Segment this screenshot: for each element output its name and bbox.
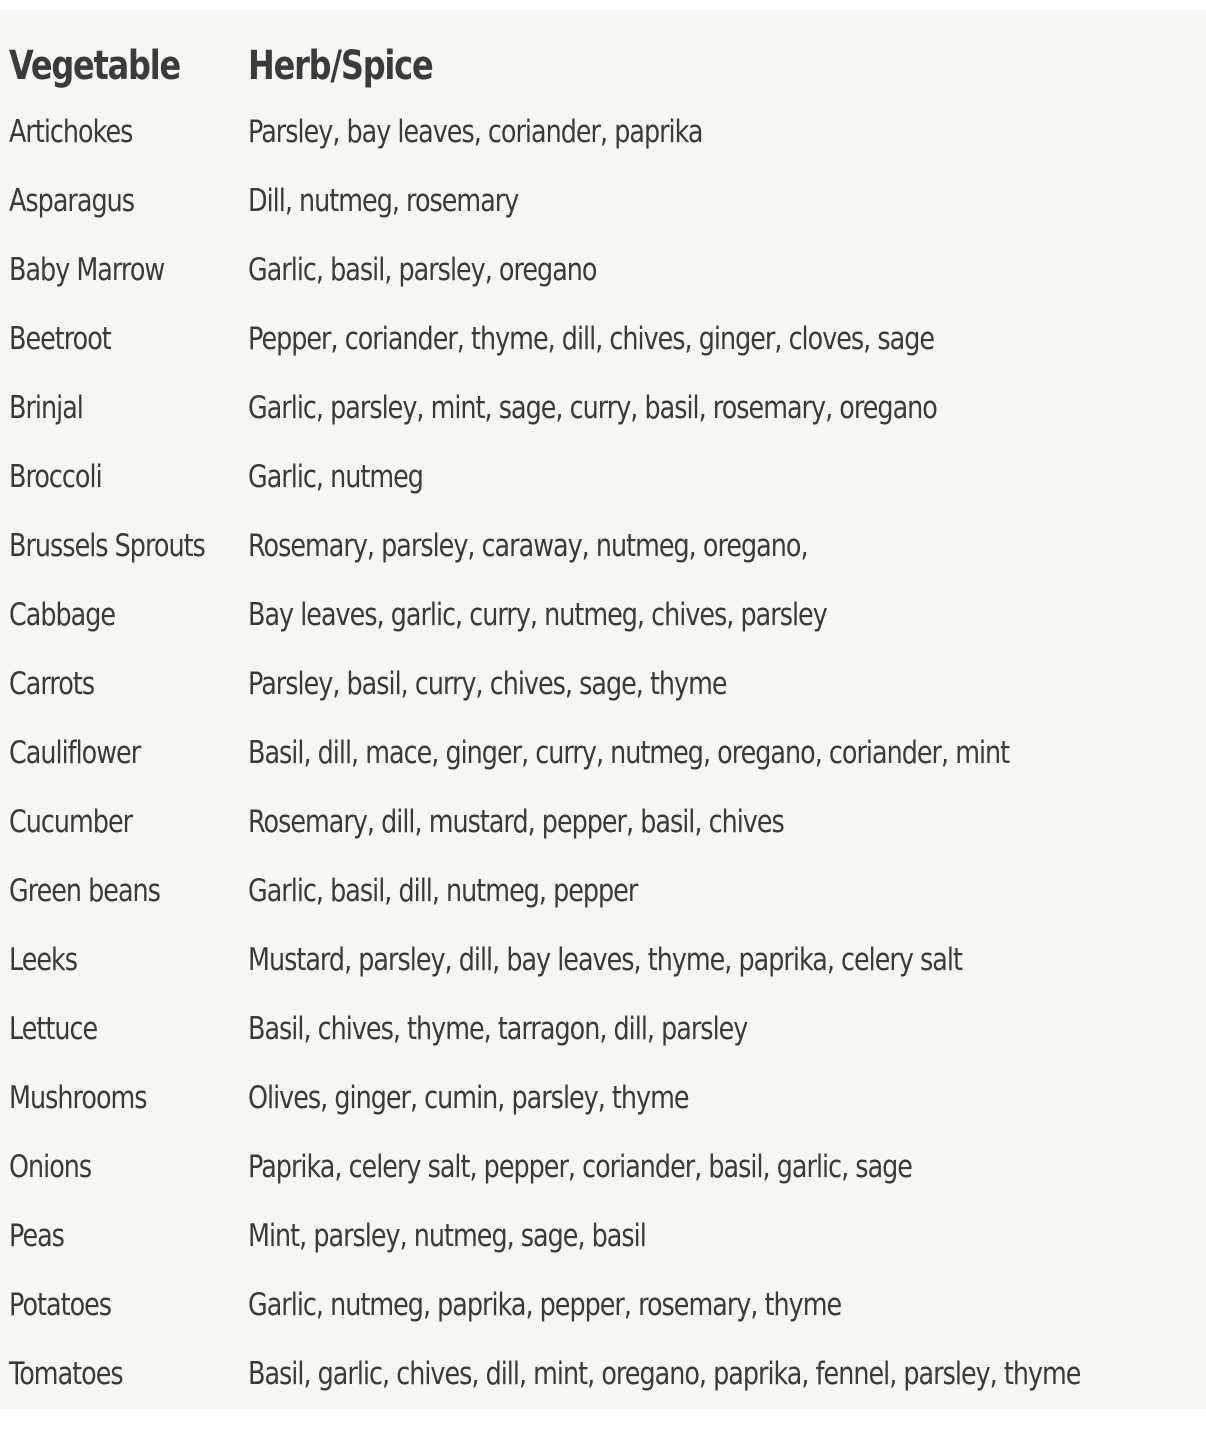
herb-list: Rosemary, parsley, caraway, nutmeg, oregano,	[247, 527, 808, 564]
herb-list: Paprika, celery salt, pepper, coriander, basil, garlic, sage	[247, 1148, 912, 1185]
herb-list: Rosemary, dill, mustard, pepper, basil, chives	[247, 803, 784, 840]
herb-cell	[248, 511, 1206, 580]
table-body	[0, 97, 1206, 1408]
table-row	[0, 994, 1206, 1063]
vegetable-name: Broccoli	[9, 458, 102, 495]
herb-list: Garlic, basil, dill, nutmeg, pepper	[247, 872, 638, 909]
table-row	[0, 511, 1206, 580]
vegetable-name: Carrots	[9, 665, 95, 702]
vegetable-name: Artichokes	[9, 113, 133, 150]
herb-cell	[248, 1201, 1206, 1270]
herb-cell	[248, 1132, 1206, 1201]
vegetable-cell	[0, 511, 248, 580]
herb-list: Garlic, nutmeg	[247, 458, 423, 495]
herb-cell	[248, 649, 1206, 718]
vegetable-name: Onions	[9, 1148, 92, 1185]
table-row	[0, 649, 1206, 718]
herb-cell	[248, 994, 1206, 1063]
herb-list: Parsley, bay leaves, coriander, paprika	[247, 113, 703, 150]
table-row	[0, 304, 1206, 373]
herb-list: Garlic, parsley, mint, sage, curry, basil, rosemary, oregano	[247, 389, 937, 426]
herb-cell	[248, 442, 1206, 511]
herb-cell	[248, 235, 1206, 304]
herb-cell	[248, 925, 1206, 994]
herb-list: Dill, nutmeg, rosemary	[247, 182, 519, 219]
vegetable-name: Leeks	[9, 941, 78, 978]
table-row	[0, 1339, 1206, 1408]
herb-cell	[248, 856, 1206, 925]
herb-list: Basil, dill, mace, ginger, curry, nutmeg, oregano, coriander, mint	[247, 734, 1009, 771]
vegetable-cell	[0, 925, 248, 994]
herb-list: Garlic, nutmeg, paprika, pepper, rosemary, thyme	[247, 1286, 841, 1323]
table-row	[0, 787, 1206, 856]
header-herb-spice: Herb/Spice	[247, 43, 433, 89]
vegetable-name: Cauliflower	[9, 734, 141, 771]
herb-list: Bay leaves, garlic, curry, nutmeg, chives, parsley	[247, 596, 827, 633]
table-row	[0, 580, 1206, 649]
herb-cell	[248, 1339, 1206, 1408]
herb-list: Olives, ginger, cumin, parsley, thyme	[247, 1079, 689, 1116]
herb-list: Basil, garlic, chives, dill, mint, oregano, paprika, fennel, parsley, thyme	[247, 1355, 1081, 1392]
table-row	[0, 442, 1206, 511]
herb-cell	[248, 304, 1206, 373]
herb-cell	[248, 373, 1206, 442]
vegetable-cell	[0, 856, 248, 925]
vegetable-name: Brinjal	[9, 389, 83, 426]
header-vegetable: Vegetable	[9, 43, 180, 89]
herb-list: Mint, parsley, nutmeg, sage, basil	[247, 1217, 646, 1254]
herb-cell	[248, 580, 1206, 649]
herb-list: Pepper, coriander, thyme, dill, chives, ginger, cloves, sage	[247, 320, 934, 357]
vegetable-name: Beetroot	[9, 320, 111, 357]
vegetable-herb-table	[0, 35, 1206, 1408]
herb-cell	[248, 97, 1206, 166]
content-panel	[0, 10, 1206, 1409]
table-row	[0, 1063, 1206, 1132]
table-row	[0, 1201, 1206, 1270]
table-row	[0, 718, 1206, 787]
herb-cell	[248, 1063, 1206, 1132]
vegetable-name: Tomatoes	[9, 1355, 123, 1392]
table-row	[0, 166, 1206, 235]
herb-cell	[248, 718, 1206, 787]
table-row	[0, 235, 1206, 304]
table-row	[0, 856, 1206, 925]
vegetable-cell	[0, 1132, 248, 1201]
table-row	[0, 1132, 1206, 1201]
herb-list: Garlic, basil, parsley, oregano	[247, 251, 597, 288]
vegetable-cell	[0, 994, 248, 1063]
table-row	[0, 373, 1206, 442]
vegetable-cell	[0, 373, 248, 442]
vegetable-cell	[0, 649, 248, 718]
herb-list: Parsley, basil, curry, chives, sage, thyme	[247, 665, 727, 702]
vegetable-cell	[0, 718, 248, 787]
herb-list: Mustard, parsley, dill, bay leaves, thyme, paprika, celery salt	[247, 941, 962, 978]
vegetable-cell	[0, 166, 248, 235]
vegetable-cell	[0, 97, 248, 166]
vegetable-name: Mushrooms	[9, 1079, 147, 1116]
vegetable-cell	[0, 1339, 248, 1408]
vegetable-name: Asparagus	[9, 182, 135, 219]
table-row	[0, 925, 1206, 994]
vegetable-name: Peas	[9, 1217, 64, 1254]
vegetable-name: Potatoes	[9, 1286, 112, 1323]
vegetable-name: Cabbage	[9, 596, 116, 633]
vegetable-name: Cucumber	[9, 803, 133, 840]
vegetable-name: Brussels Sprouts	[9, 527, 205, 564]
table-row	[0, 1270, 1206, 1339]
vegetable-cell	[0, 235, 248, 304]
herb-cell	[248, 1270, 1206, 1339]
vegetable-cell	[0, 787, 248, 856]
vegetable-name: Lettuce	[9, 1010, 98, 1047]
vegetable-name: Green beans	[9, 872, 160, 909]
vegetable-cell	[0, 442, 248, 511]
vegetable-cell	[0, 580, 248, 649]
herb-cell	[248, 787, 1206, 856]
vegetable-cell	[0, 1270, 248, 1339]
vegetable-cell	[0, 304, 248, 373]
vegetable-cell	[0, 1063, 248, 1132]
vegetable-cell	[0, 1201, 248, 1270]
table-header-row	[0, 35, 1206, 97]
table-row	[0, 97, 1206, 166]
herb-cell	[248, 166, 1206, 235]
vegetable-name: Baby Marrow	[9, 251, 165, 288]
herb-list: Basil, chives, thyme, tarragon, dill, parsley	[247, 1010, 748, 1047]
